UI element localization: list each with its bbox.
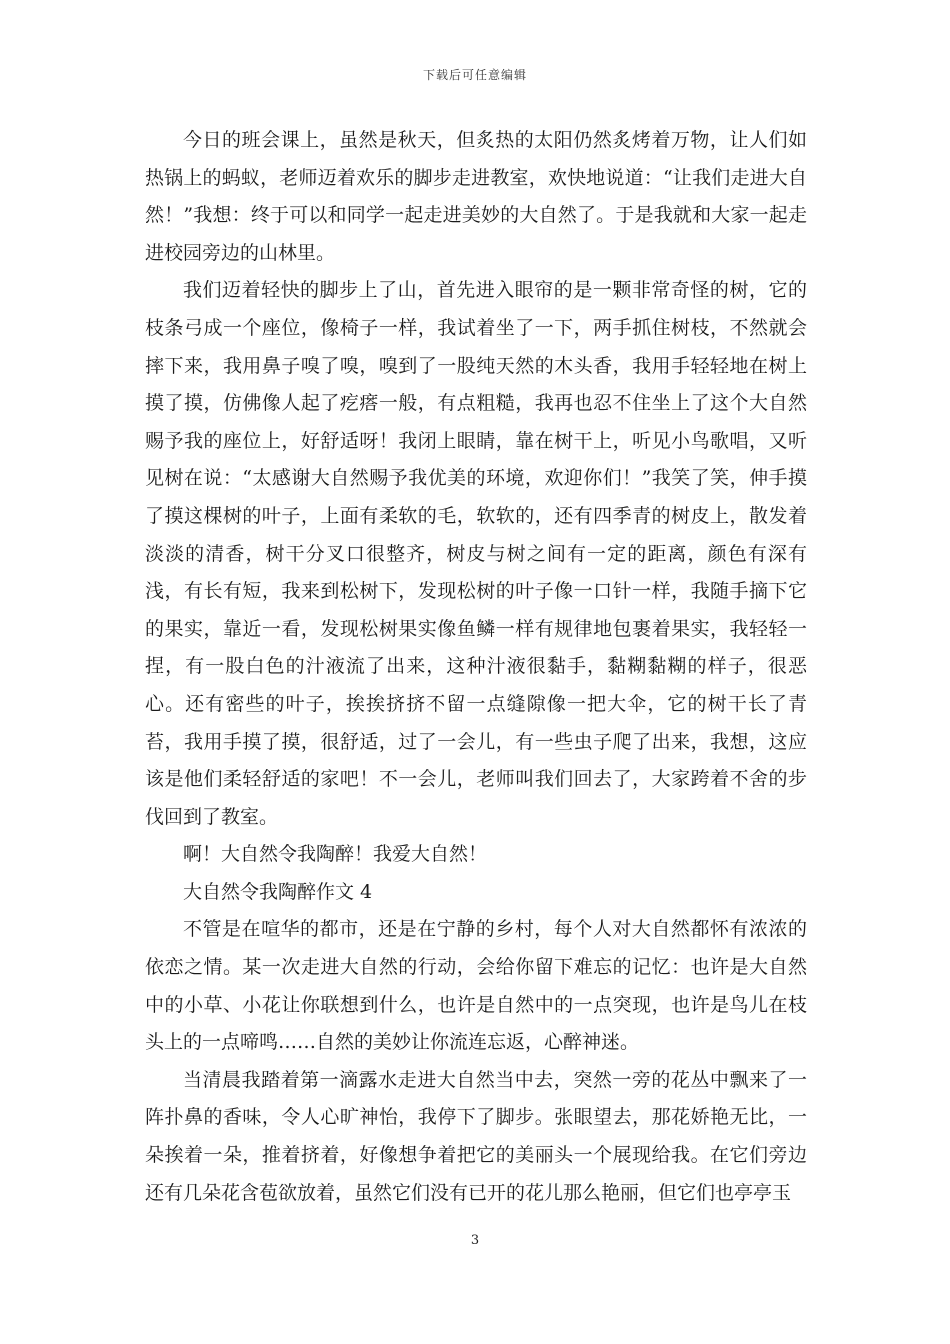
essay-title: 大自然令我陶醉作文 4: [183, 880, 373, 903]
paragraph-class-meeting: 今日的班会课上，虽然是秋天，但炙热的太阳仍然炙烤着万物，让人们如热锅上的蚂蚁，老师迈着欢乐的脚步走进教室，欢快地说道：“让我们走进大自然！”我想：终于可以和同学一起走进美妙的大自然了。于是我就和大家一起走进校园旁边的山林里。: [145, 129, 807, 264]
paragraph-mountain-trees: 我们迈着轻快的脚步上了山，首先进入眼帘的是一颗非常奇怪的树，它的枝条弓成一个座位，像椅子一样，我试着坐了一下，两手抓住树枝，不然就会摔下来，我用鼻子嗅了嗅，嗅到了一股纯天然的木头香，我用手轻轻地在树上摸了摸，仿佛像人起了疙瘩一般，有点粗糙，我再也忍不住坐上了这个大自然赐予我的座位上，好舒适呀！我闭上眼睛，靠在树干上，听见小鸟歌唱，又听见树在说：“太感谢大自然赐予我优美的环境，欢迎你们！”我笑了笑，伸手摸了摸这棵树的叶子，上面有柔软的毛，软软的，还有四季青的树皮上，散发着淡淡的清香，树干分叉口很整齐，树皮与树之间有一定的距离，颜色有深有浅，有长有短，我来到松树下，发现松树的叶子像一口针一样，我随手摘下它的果实，靠近一看，发现松树果实像鱼鳞一样有规律地包裹着果实，我轻轻一捏，有一股白色的汁液流了出来，这种汁液很黏手，黏糊黏糊的样子，很恶心。还有密些的叶子，挨挨挤挤不留一点缝隙像一把大伞，它的树干长了青苔，我用手摸了摸，很舒适，过了一会儿，有一些虫子爬了出来，我想，这应该是他们柔轻舒适的家吧！不一会儿，老师叫我们回去了，大家跨着不舍的步伐回到了教室。: [145, 279, 807, 828]
document-body: [145, 122, 807, 1212]
page-header: 下载后可任意编辑: [422, 68, 527, 82]
paragraph-nature-attachment: 不管是在喧华的都市，还是在宁静的乡村，每个人对大自然都怀有浓浓的依恋之情。某一次走进大自然的行动，会给你留下难忘的记忆：也许是大自然中的小草、小花让你联想到什么，也许是自然中的一点突现，也许是鸟儿在枝头上的一点啼鸣……自然的美妙让你流连忘返，心醉神迷。: [145, 918, 807, 1054]
paragraph-morning-flowers: 当清晨我踏着第一滴露水走进大自然当中去，突然一旁的花丛中飘来了一阵扑鼻的香味，令人心旷神怡，我停下了脚步。张眼望去，那花娇艳无比，一朵挨着一朵，推着挤着，好像想争着把它的美丽头一个展现给我。在它们旁边还有几朵花含苞欲放着，虽然它们没有已开的花儿那么艳丽，但它们也亭亭玉: [145, 1068, 807, 1204]
page-number: 3: [470, 1233, 480, 1248]
paragraph-exclamation: 啊！大自然令我陶醉！我爱大自然！: [183, 843, 488, 866]
